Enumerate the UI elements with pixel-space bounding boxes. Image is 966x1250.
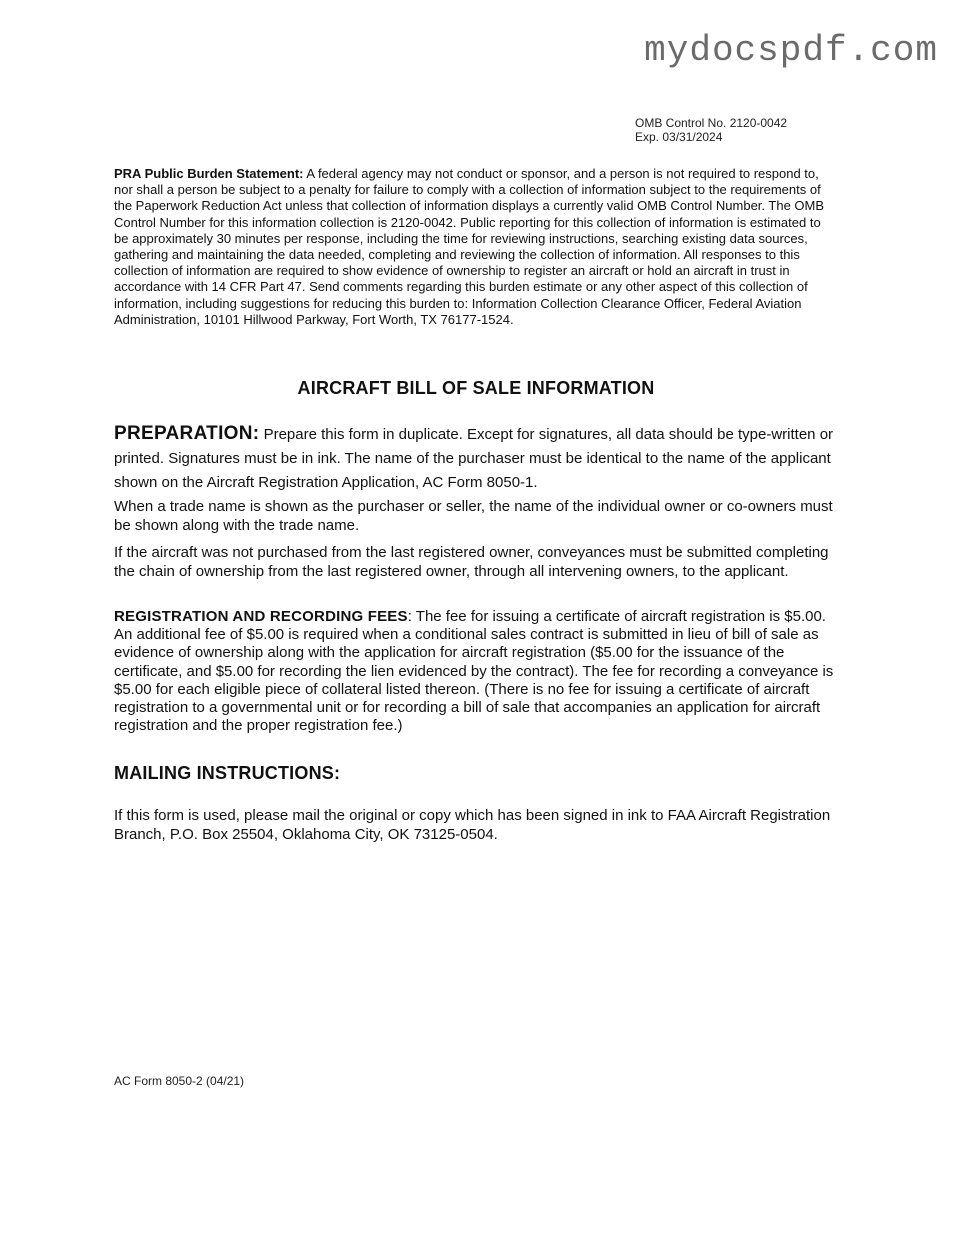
omb-expiration: Exp. 03/31/2024	[635, 130, 723, 144]
omb-control-number: OMB Control No. 2120-0042	[635, 116, 788, 130]
conveyances-paragraph: If the aircraft was not purchased from the last registered owner, conveyances must be submitted completing the chain of ownership from the last registered owner, through all intervening owners, to the applicant.	[114, 544, 829, 580]
fees-label: REGISTRATION AND RECORDING FEES	[114, 608, 408, 625]
form-footer: AC Form 8050-2 (04/21)	[114, 1074, 245, 1088]
watermark: mydocspdf.com	[644, 30, 938, 71]
trade-name-paragraph: When a trade name is shown as the purchaser or seller, the name of the individual owner or co-owners must be shown along with the trade name.	[114, 498, 833, 534]
pra-burden-statement	[114, 166, 838, 328]
mailing-paragraph: If this form is used, please mail the original or copy which has been signed in ink to FAA Aircraft Registration Branch, P.O. Box 25504, Oklahoma City, OK 73125-0504.	[114, 807, 831, 843]
preparation-paragraph	[114, 422, 838, 495]
pra-text: A federal agency may not conduct or sponsor, and a person is not required to respond to, nor shall a person be subject to a penalty for failure to comply with a collection of information subject to the requirements of the Paperwork Reduction Act unless that collection of information displays a currently valid OMB Control Number. The OMB Control Number for this information collection is 2120-0042. Public reporting for this collection of information is estimated to be approximately 30 minutes per response, including the time for reviewing instructions, searching existing data sources, gathering and maintaining the data needed, completing and reviewing the collection of information. All responses to this collection of information are required to show evidence of ownership to register an aircraft or hold an aircraft in trust in accordance with 14 CFR Part 47. Send comments regarding this burden estimate or any other aspect of this collection of information, including suggestions for reducing this burden to: Information Collection Clearance Officer, Federal Aviation Administration, 10101 Hillwood Parkway, Fort Worth, TX 76177-1524.	[114, 166, 825, 327]
preparation-text: Prepare this form in duplicate. Except for signatures, all data should be type-written or printed. Signatures must be in ink. The name of the purchaser must be identical to the name of the applicant shown on the Aircraft Registration Application, AC Form 8050-1.	[114, 426, 834, 491]
fees-paragraph	[114, 608, 838, 735]
fees-text: : The fee for issuing a certificate of aircraft registration is $5.00. An additional fee of $5.00 is required when a conditional sales contract is submitted in lieu of bill of sale as evidence of ownership along with the application for aircraft registration ($5.00 for the issuance of the certificate, and $5.00 for recording the lien evidenced by the contract). The fee for recording a conveyance is $5.00 for each eligible piece of collateral listed thereon. (There is no fee for issuing a certificate of aircraft registration to a governmental unit or for recording a bill of sale that accompanies an application for aircraft registration and the proper registration fee.)	[114, 608, 834, 735]
pra-lead: PRA Public Burden Statement:	[114, 166, 304, 181]
omb-control-block	[635, 116, 787, 144]
mailing-heading: MAILING INSTRUCTIONS:	[114, 763, 341, 783]
preparation-label: PREPARATION:	[114, 423, 260, 444]
page-title: AIRCRAFT BILL OF SALE INFORMATION	[297, 378, 655, 398]
